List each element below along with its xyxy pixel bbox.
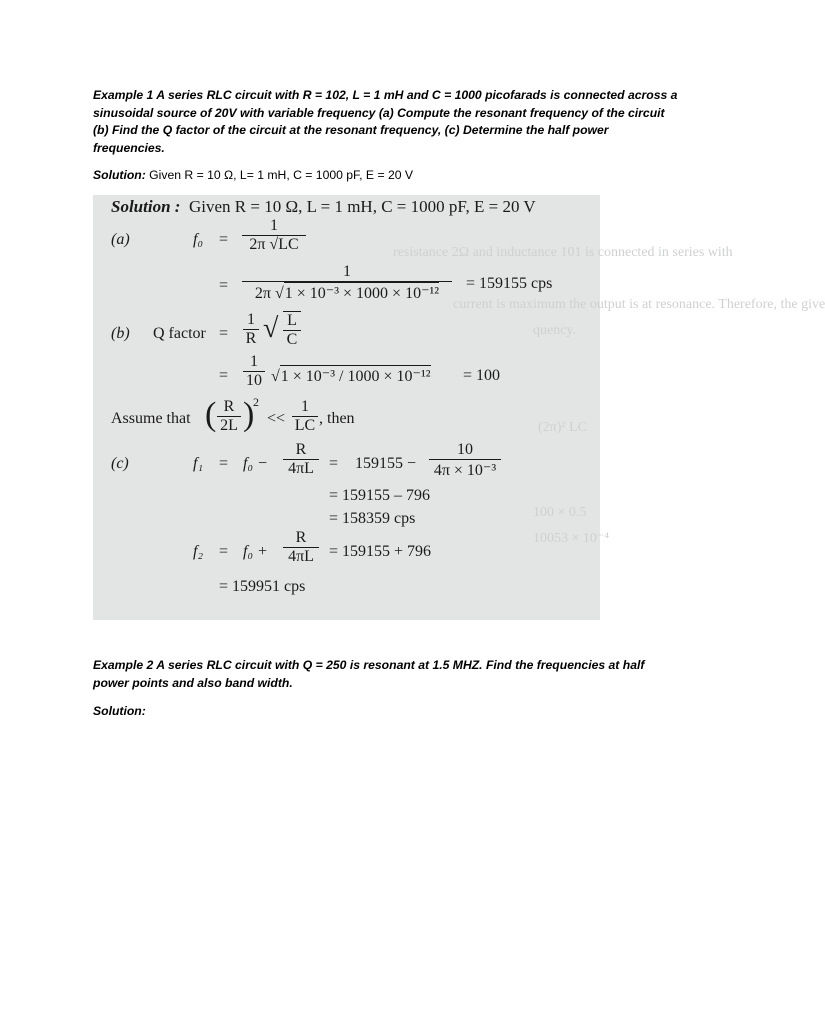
f0-plus: f₀ +: [243, 543, 268, 560]
scan-heading: Solution :: [111, 197, 181, 216]
solution-1-given: [93, 167, 678, 185]
equals-sign: =: [219, 277, 229, 294]
result-b: = 100: [463, 367, 501, 384]
fraction-resonant-frequency: 1 2π √1 × 10⁻³ × 1000 × 10⁻¹²: [242, 263, 452, 303]
then-label: , then: [319, 410, 355, 427]
sqrt-expression-b: √1 × 10⁻³ / 1000 × 10⁻¹²: [271, 365, 431, 386]
line-c3: = 158359 cps: [329, 510, 416, 527]
solution-2-label: Solution:: [93, 704, 146, 718]
given-values: Given R = 10 Ω, L= 1 mH, C = 1000 pF, E = 20 V: [145, 168, 414, 182]
scanned-solution-image: resistance 2Ω and inductance 101 is connected in series with current is maximum the output is at resonance. Therefore, the give quency. (2π)² LC 100 × 0.5 10053 × 10⁻⁴ Solution : Given R = 10 Ω, L = 1 mH, C = 1000 pF, E = 20 V (a) f₀ = 1 2π √LC = 1 2π √1 × 10⁻³ × 1000 × 10⁻¹² = 159155 cps (b) Q factor = 1 R √ L C = 1 10 √1 × 10⁻³ / 1000 × 10⁻¹² = 100 Assume that ( R 2L ) 2 << 1 LC , then (c) f₁ = f₀ − R 4πL = 159155 − 10 4π × 10⁻³ = 159155 – 796 = 158359 cps f₂ = f₀ + R 4πL = 159155 + 796 = 159951 cps: [93, 195, 600, 620]
fraction-R-over-4piL: R 4πL: [283, 441, 319, 478]
fraction-1-over-R: 1 R: [243, 311, 259, 348]
part-c-label: (c): [111, 455, 129, 472]
equals-sign: =: [219, 543, 229, 560]
fraction-R-over-2L: R 2L: [217, 398, 241, 435]
line-c2: = 159155 – 796: [329, 487, 431, 504]
solution-label: Solution:: [93, 168, 146, 182]
f0-symbol: f₀: [193, 231, 204, 248]
value-c4: = 159155 + 796: [329, 543, 432, 560]
fraction-R-over-4piL: R 4πL: [283, 529, 319, 566]
f1-symbol: f₁: [193, 455, 204, 472]
part-a-label: (a): [111, 231, 130, 248]
example-1-text: Example 1 A series RLC circuit with R = 102, L = 1 mH and C = 1000 picofarads is connected across a sinusoidal source of 20V with variable frequency (a) Compute the resonant frequency of the circuit (b) Find the Q factor of the circuit at the resonant frequency, (c) Determine the half power frequencies.: [93, 88, 678, 155]
much-less-than: <<: [267, 410, 286, 427]
scan-given: Given R = 10 Ω, L = 1 mH, C = 1000 pF, E = 20 V: [189, 197, 536, 216]
equals-sign: =: [219, 367, 229, 384]
equals-sign: =: [329, 455, 339, 472]
left-paren: (: [205, 396, 217, 433]
f0-minus: f₀ −: [243, 455, 268, 472]
equals-sign: =: [219, 455, 229, 472]
equals-sign: =: [219, 325, 229, 342]
result-a: = 159155 cps: [466, 275, 553, 292]
fraction-1-over-10: 1 10: [243, 353, 265, 390]
fraction-1-over-LC: 1 LC: [292, 398, 318, 435]
example-2-text: Example 2 A series RLC circuit with Q = 250 is resonant at 1.5 MHZ. Find the frequencies at half power points and also band width.: [93, 658, 645, 690]
fraction-L-over-C: L C: [283, 311, 301, 349]
fraction-10-over-4pi: 10 4π × 10⁻³: [429, 441, 501, 480]
q-factor-label: Q factor: [153, 325, 206, 342]
f2-symbol: f₂: [193, 543, 204, 560]
line-c5: = 159951 cps: [219, 578, 306, 595]
square-exponent: 2: [253, 395, 259, 409]
part-b-label: (b): [111, 325, 130, 342]
sqrt-sign: √: [263, 313, 279, 344]
assume-label: Assume that: [111, 410, 191, 427]
right-paren: ): [243, 396, 255, 433]
fraction-1-over-2pi-sqrt-LC: 1 2π √LC: [242, 217, 306, 254]
value-c1: 159155 −: [355, 455, 417, 472]
equals-sign: =: [219, 231, 229, 248]
